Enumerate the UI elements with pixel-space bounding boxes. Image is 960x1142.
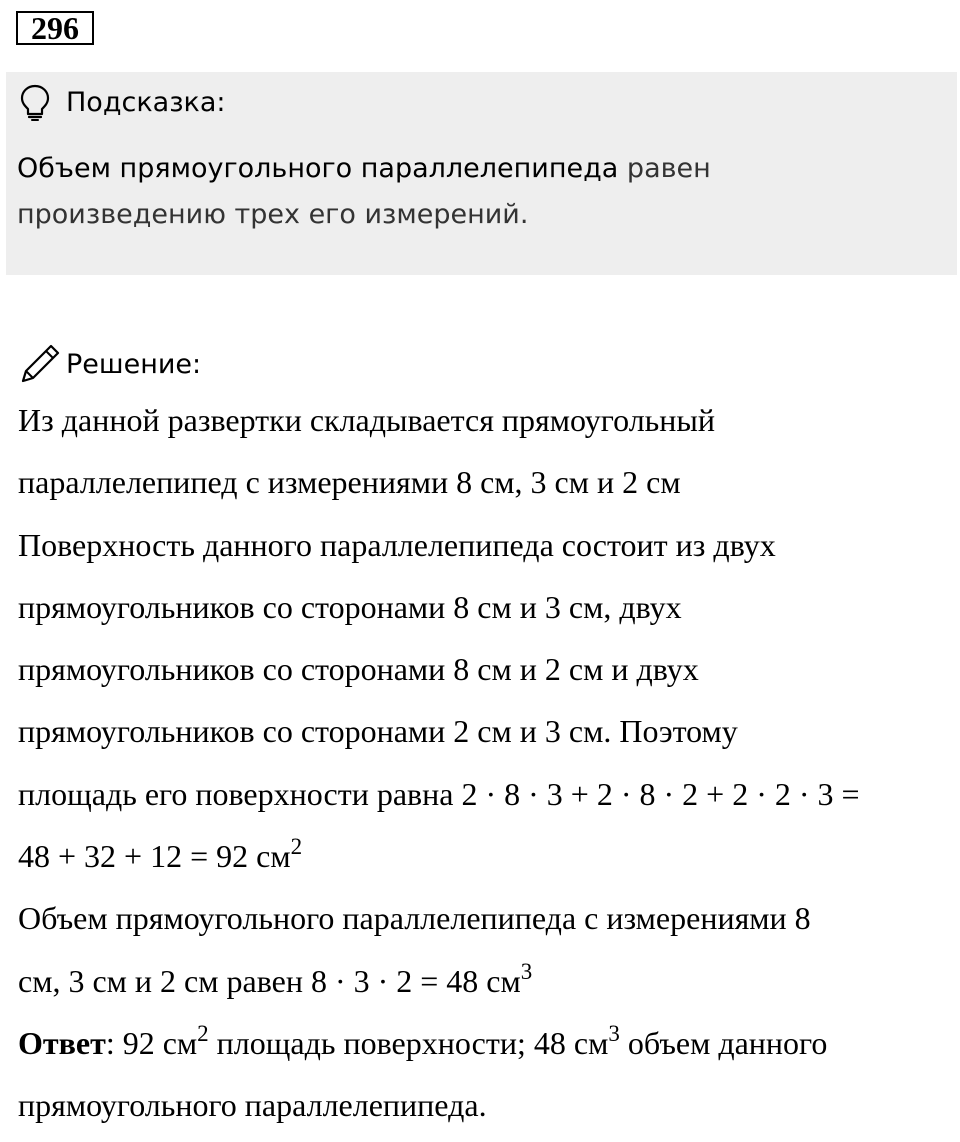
volume-exponent: 3: [520, 957, 533, 984]
volume-result: см, 3 см и 2 см равен 8 · 3 · 2 = 48 см: [18, 962, 521, 999]
solution-header: [18, 342, 201, 386]
solution-title: Решение:: [66, 348, 202, 380]
solution-line: площадь его поверхности равна 2 · 8 · 3 + 2 · 8 · 2 + 2 · 2 · 3 =: [18, 775, 860, 812]
hint-title: Подсказка:: [66, 86, 226, 118]
solution-text: [18, 389, 958, 1137]
answer-exponent: 2: [197, 1020, 209, 1047]
answer-part: : 92 см: [105, 1024, 198, 1061]
hint-text-line2: произведению трех его измерений.: [17, 199, 529, 230]
area-exponent: 2: [290, 833, 303, 860]
volume-line: Объем прямоугольного параллелепипеда с измерениями 8: [18, 900, 811, 937]
area-result-line: [18, 825, 958, 887]
hint-header: [18, 82, 226, 122]
answer-line2: прямоугольного параллелепипеда.: [18, 1087, 487, 1124]
lightbulb-icon: [18, 83, 52, 121]
solution-line: Поверхность данного параллелепипеда состоит из двух: [18, 526, 776, 563]
hint-term: Объем прямоугольного параллелепипеда: [17, 153, 619, 184]
solution-line: параллелепипед с измерениями 8 см, 3 см и 2 см: [18, 464, 681, 501]
volume-result-line: [18, 950, 958, 1012]
problem-number: 296: [16, 11, 94, 45]
answer-exponent: 3: [608, 1020, 620, 1047]
solution-line: прямоугольников со сторонами 8 см и 2 см и двух: [18, 651, 699, 688]
hint-text: [17, 146, 947, 238]
pencil-icon: [18, 342, 62, 386]
answer-part: площадь поверхности; 48 см: [208, 1024, 609, 1061]
answer-label: Ответ: [18, 1024, 106, 1061]
hint-text-part: равен: [618, 153, 711, 184]
area-result: 48 + 32 + 12 = 92 см: [18, 838, 291, 875]
answer-part: объем данного: [619, 1024, 828, 1061]
answer-line: [18, 1012, 958, 1074]
solution-line: прямоугольников со сторонами 2 см и 3 см. Поэтому: [18, 713, 738, 750]
solution-line: Из данной развертки складывается прямоугольный: [18, 402, 715, 438]
solution-line: прямоугольников со сторонами 8 см и 3 см, двух: [18, 588, 682, 625]
